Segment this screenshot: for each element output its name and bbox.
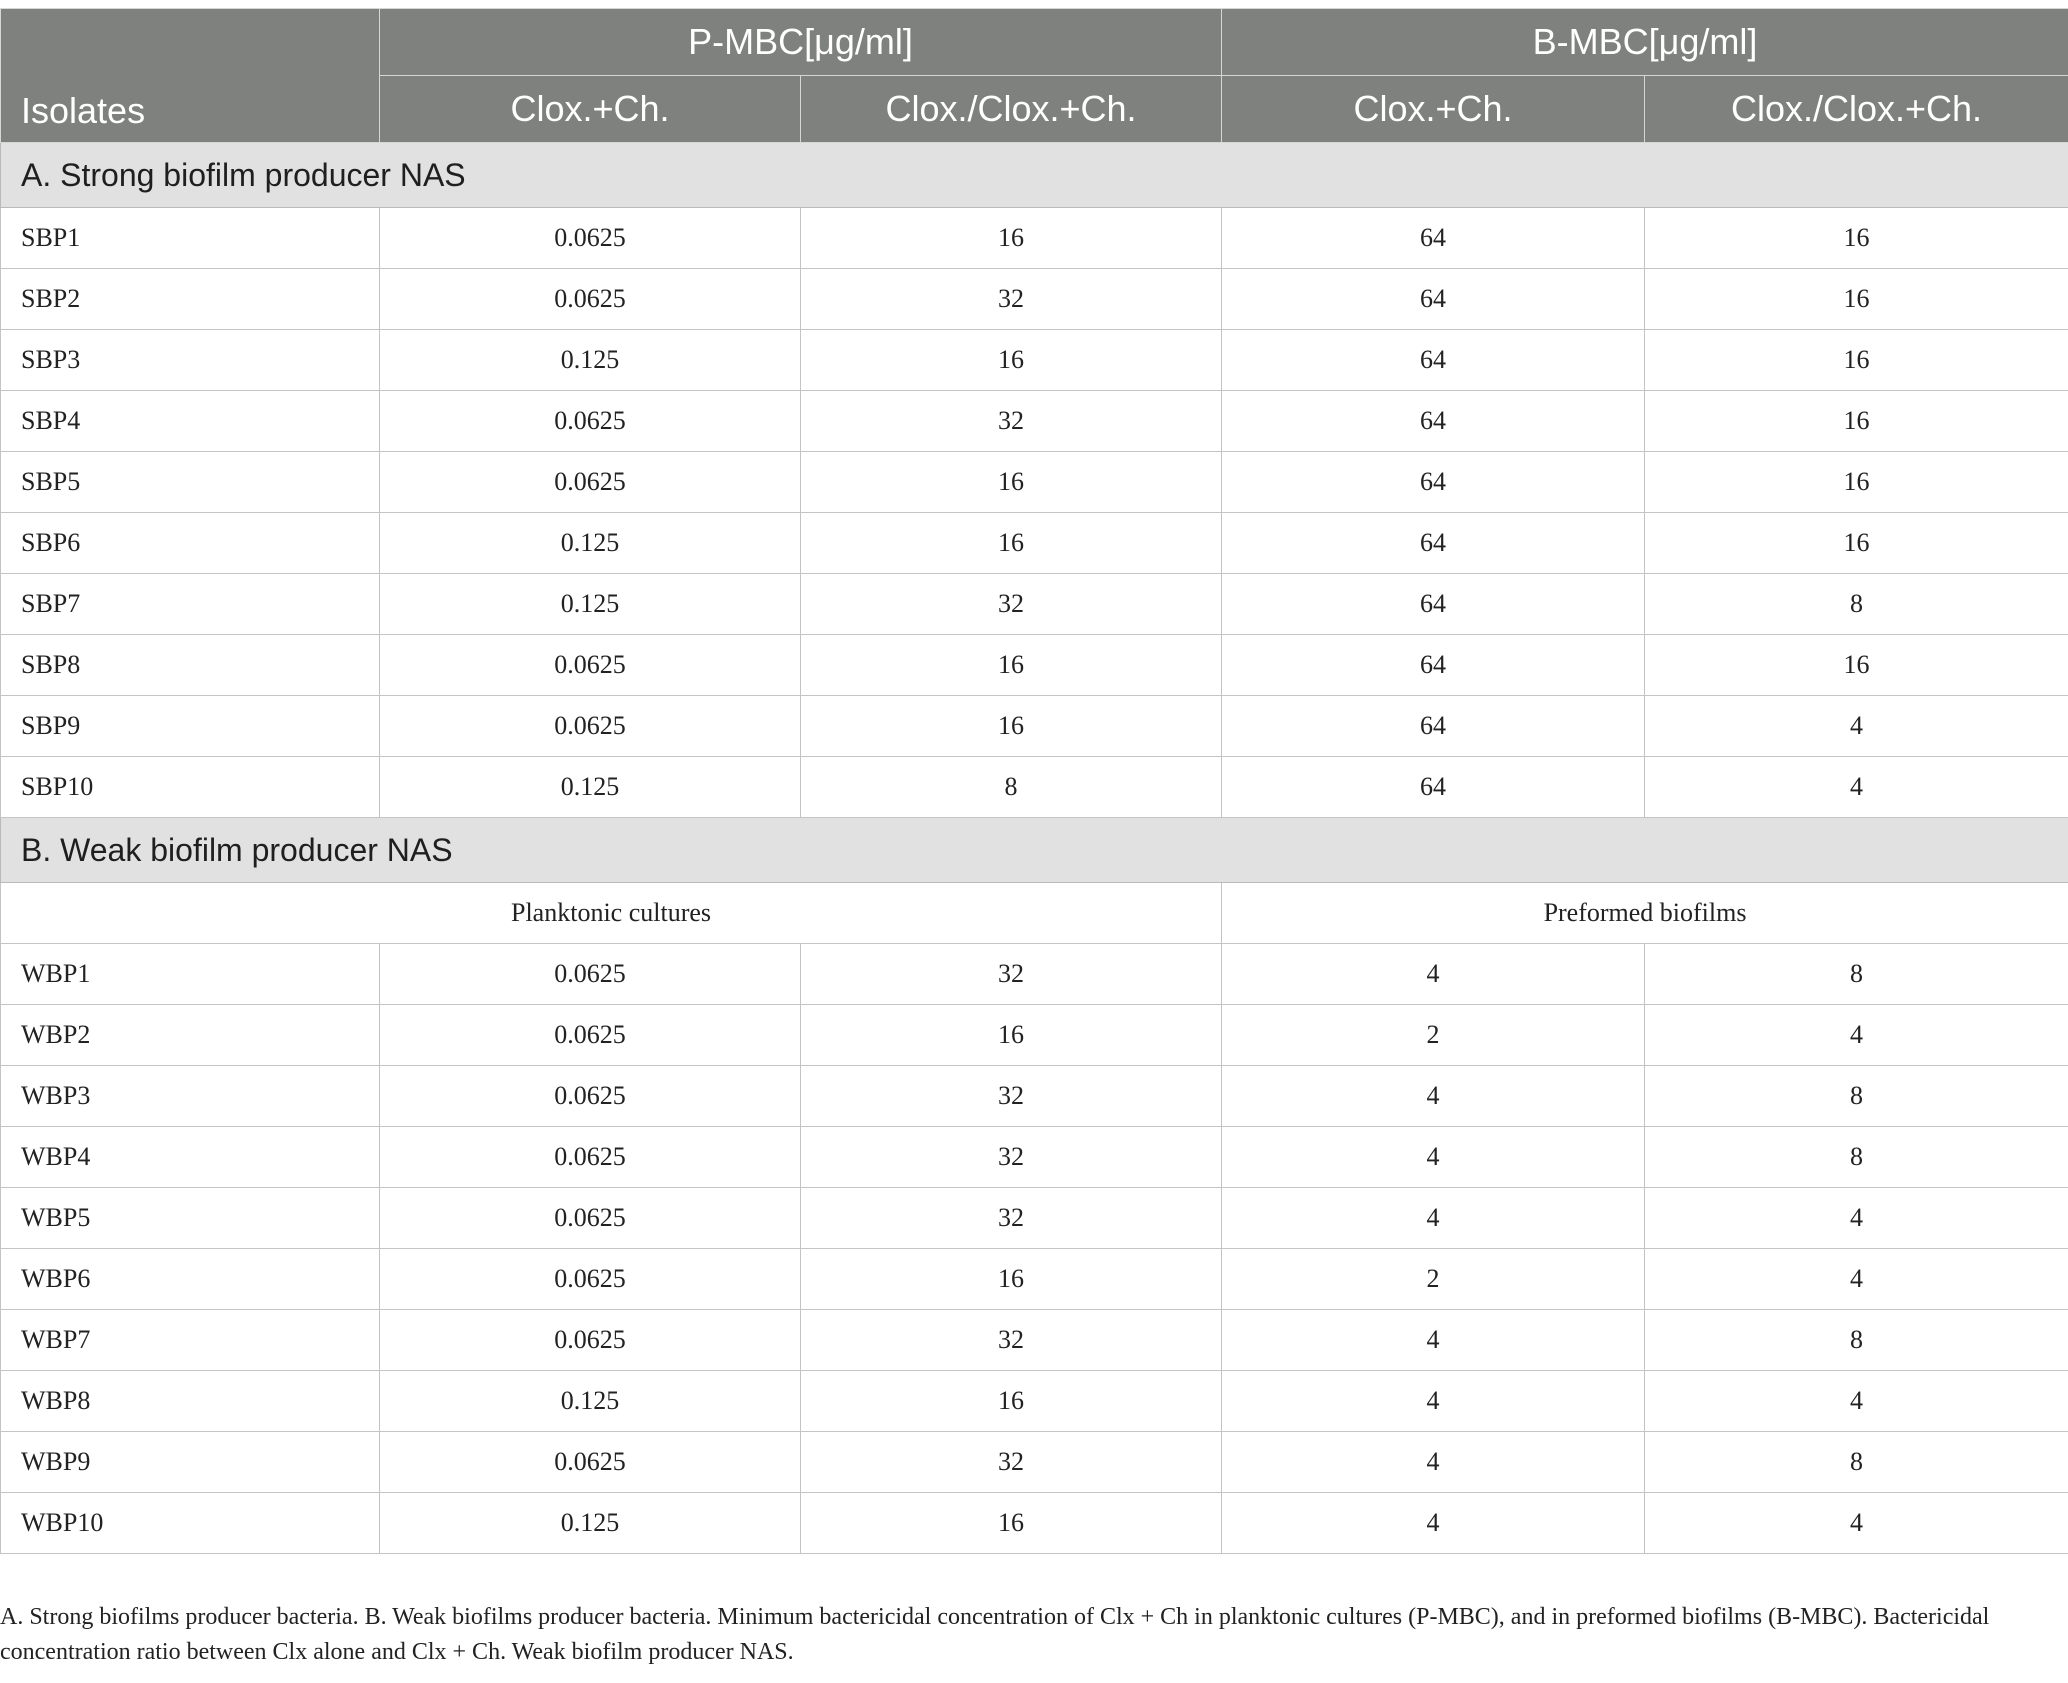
b-mbc-cell: 4 bbox=[1222, 1310, 1645, 1371]
table-footnote: A. Strong biofilms producer bacteria. B. Weak biofilms producer bacteria. Minimum bactericidal concentration of Clx + Ch in planktonic cultures (P-MBC), and in preformed biofilms (B-MBC). Bactericidal concentration ratio between Clx alone and Clx + Ch. Weak biofilm producer NAS. bbox=[0, 1604, 1990, 1665]
p-ratio-cell: 16 bbox=[801, 635, 1222, 696]
header-row-groups bbox=[1, 9, 2068, 76]
p-ratio-cell: 32 bbox=[801, 574, 1222, 635]
p-ratio-cell: 16 bbox=[801, 330, 1222, 391]
isolate-cell: WBP5 bbox=[1, 1188, 380, 1249]
p-mbc-cell: 0.0625 bbox=[380, 1188, 801, 1249]
b-mbc-cell: 64 bbox=[1222, 757, 1645, 818]
header-b-mbc: B-MBC[μg/ml] bbox=[1222, 9, 2068, 76]
b-mbc-cell: 4 bbox=[1222, 1127, 1645, 1188]
b-mbc-cell: 4 bbox=[1222, 1066, 1645, 1127]
b-mbc-cell: 2 bbox=[1222, 1249, 1645, 1310]
header-b-ratio: Clox./Clox.+Ch. bbox=[1645, 76, 2068, 143]
p-mbc-cell: 0.0625 bbox=[380, 1432, 801, 1493]
table-row bbox=[1, 944, 2068, 1005]
p-mbc-cell: 0.0625 bbox=[380, 269, 801, 330]
p-mbc-cell: 0.0625 bbox=[380, 635, 801, 696]
b-ratio-cell: 4 bbox=[1645, 1005, 2068, 1066]
header-p-clox-ch: Clox.+Ch. bbox=[380, 76, 801, 143]
subgroup-label-row bbox=[1, 883, 2068, 944]
isolate-cell: WBP8 bbox=[1, 1371, 380, 1432]
b-ratio-cell: 4 bbox=[1645, 1493, 2068, 1554]
p-mbc-cell: 0.125 bbox=[380, 1493, 801, 1554]
b-ratio-cell: 16 bbox=[1645, 330, 2068, 391]
p-mbc-cell: 0.0625 bbox=[380, 696, 801, 757]
header-b-clox-ch: Clox.+Ch. bbox=[1222, 76, 1645, 143]
b-ratio-cell: 8 bbox=[1645, 1432, 2068, 1493]
isolate-cell: SBP8 bbox=[1, 635, 380, 696]
b-ratio-cell: 8 bbox=[1645, 1066, 2068, 1127]
table-row bbox=[1, 452, 2068, 513]
b-ratio-cell: 8 bbox=[1645, 1127, 2068, 1188]
p-mbc-cell: 0.125 bbox=[380, 1371, 801, 1432]
p-ratio-cell: 16 bbox=[801, 208, 1222, 269]
b-mbc-cell: 64 bbox=[1222, 208, 1645, 269]
b-ratio-cell: 8 bbox=[1645, 1310, 2068, 1371]
p-ratio-cell: 32 bbox=[801, 391, 1222, 452]
b-ratio-cell: 4 bbox=[1645, 1249, 2068, 1310]
isolate-cell: SBP4 bbox=[1, 391, 380, 452]
isolate-cell: WBP4 bbox=[1, 1127, 380, 1188]
b-ratio-cell: 4 bbox=[1645, 696, 2068, 757]
p-ratio-cell: 32 bbox=[801, 1188, 1222, 1249]
isolate-cell: WBP10 bbox=[1, 1493, 380, 1554]
header-p-ratio: Clox./Clox.+Ch. bbox=[801, 76, 1222, 143]
p-mbc-cell: 0.0625 bbox=[380, 1127, 801, 1188]
p-ratio-cell: 16 bbox=[801, 696, 1222, 757]
group-title-weak: B. Weak biofilm producer NAS bbox=[1, 818, 2068, 883]
table-row bbox=[1, 574, 2068, 635]
b-mbc-cell: 64 bbox=[1222, 330, 1645, 391]
isolate-cell: SBP10 bbox=[1, 757, 380, 818]
isolate-cell: SBP2 bbox=[1, 269, 380, 330]
isolate-cell: WBP7 bbox=[1, 1310, 380, 1371]
b-ratio-cell: 4 bbox=[1645, 1371, 2068, 1432]
table-row bbox=[1, 1310, 2068, 1371]
b-ratio-cell: 16 bbox=[1645, 269, 2068, 330]
isolate-cell: SBP3 bbox=[1, 330, 380, 391]
b-ratio-cell: 16 bbox=[1645, 635, 2068, 696]
table-row bbox=[1, 1493, 2068, 1554]
b-mbc-cell: 64 bbox=[1222, 513, 1645, 574]
strong-producers-section bbox=[1, 143, 2068, 818]
table-row bbox=[1, 757, 2068, 818]
p-mbc-cell: 0.0625 bbox=[380, 391, 801, 452]
b-mbc-cell: 64 bbox=[1222, 574, 1645, 635]
table-row bbox=[1, 1127, 2068, 1188]
table-row bbox=[1, 513, 2068, 574]
b-ratio-cell: 16 bbox=[1645, 391, 2068, 452]
weak-producers-section bbox=[1, 818, 2068, 1554]
table-row bbox=[1, 635, 2068, 696]
table-row bbox=[1, 1249, 2068, 1310]
b-mbc-cell: 4 bbox=[1222, 1371, 1645, 1432]
p-ratio-cell: 16 bbox=[801, 1493, 1222, 1554]
p-ratio-cell: 32 bbox=[801, 1127, 1222, 1188]
b-mbc-cell: 4 bbox=[1222, 1432, 1645, 1493]
isolate-cell: SBP5 bbox=[1, 452, 380, 513]
b-mbc-cell: 4 bbox=[1222, 1493, 1645, 1554]
isolate-cell: SBP6 bbox=[1, 513, 380, 574]
p-ratio-cell: 16 bbox=[801, 452, 1222, 513]
header-isolates: Isolates bbox=[1, 9, 380, 143]
isolate-cell: WBP1 bbox=[1, 944, 380, 1005]
p-ratio-cell: 32 bbox=[801, 269, 1222, 330]
p-mbc-cell: 0.0625 bbox=[380, 452, 801, 513]
b-mbc-cell: 64 bbox=[1222, 635, 1645, 696]
isolate-cell: SBP7 bbox=[1, 574, 380, 635]
b-mbc-cell: 64 bbox=[1222, 391, 1645, 452]
table-row bbox=[1, 1066, 2068, 1127]
p-mbc-cell: 0.125 bbox=[380, 330, 801, 391]
b-ratio-cell: 8 bbox=[1645, 574, 2068, 635]
table-row bbox=[1, 208, 2068, 269]
table-row bbox=[1, 1432, 2068, 1493]
p-mbc-cell: 0.0625 bbox=[380, 208, 801, 269]
p-mbc-cell: 0.0625 bbox=[380, 944, 801, 1005]
p-ratio-cell: 16 bbox=[801, 513, 1222, 574]
b-mbc-cell: 64 bbox=[1222, 696, 1645, 757]
p-mbc-cell: 0.125 bbox=[380, 513, 801, 574]
b-mbc-cell: 2 bbox=[1222, 1005, 1645, 1066]
table-row bbox=[1, 330, 2068, 391]
group-row-weak bbox=[1, 818, 2068, 883]
p-mbc-cell: 0.0625 bbox=[380, 1310, 801, 1371]
isolate-cell: SBP9 bbox=[1, 696, 380, 757]
table-row bbox=[1, 696, 2068, 757]
isolate-cell: WBP9 bbox=[1, 1432, 380, 1493]
mbc-table bbox=[0, 8, 2068, 1554]
isolate-cell: WBP2 bbox=[1, 1005, 380, 1066]
table-row bbox=[1, 391, 2068, 452]
b-ratio-cell: 4 bbox=[1645, 1188, 2068, 1249]
table-row bbox=[1, 269, 2068, 330]
b-mbc-cell: 4 bbox=[1222, 944, 1645, 1005]
p-ratio-cell: 16 bbox=[801, 1371, 1222, 1432]
p-ratio-cell: 32 bbox=[801, 1432, 1222, 1493]
isolate-cell: SBP1 bbox=[1, 208, 380, 269]
p-ratio-cell: 32 bbox=[801, 1310, 1222, 1371]
b-mbc-cell: 64 bbox=[1222, 452, 1645, 513]
p-ratio-cell: 8 bbox=[801, 757, 1222, 818]
isolate-cell: WBP6 bbox=[1, 1249, 380, 1310]
p-ratio-cell: 32 bbox=[801, 1066, 1222, 1127]
b-ratio-cell: 16 bbox=[1645, 208, 2068, 269]
b-ratio-cell: 16 bbox=[1645, 452, 2068, 513]
p-ratio-cell: 32 bbox=[801, 944, 1222, 1005]
b-ratio-cell: 8 bbox=[1645, 944, 2068, 1005]
p-mbc-cell: 0.125 bbox=[380, 757, 801, 818]
table-header bbox=[1, 9, 2068, 143]
b-mbc-cell: 64 bbox=[1222, 269, 1645, 330]
group-row-strong bbox=[1, 143, 2068, 208]
b-mbc-cell: 4 bbox=[1222, 1188, 1645, 1249]
p-ratio-cell: 16 bbox=[801, 1005, 1222, 1066]
p-ratio-cell: 16 bbox=[801, 1249, 1222, 1310]
table-row bbox=[1, 1188, 2068, 1249]
table-row bbox=[1, 1371, 2068, 1432]
preformed-biofilms-label: Preformed biofilms bbox=[1222, 883, 2068, 944]
p-mbc-cell: 0.0625 bbox=[380, 1066, 801, 1127]
group-title-strong: A. Strong biofilm producer NAS bbox=[1, 143, 2068, 208]
b-ratio-cell: 16 bbox=[1645, 513, 2068, 574]
planktonic-cultures-label: Planktonic cultures bbox=[1, 883, 1222, 944]
p-mbc-cell: 0.0625 bbox=[380, 1249, 801, 1310]
table-row bbox=[1, 1005, 2068, 1066]
p-mbc-cell: 0.125 bbox=[380, 574, 801, 635]
p-mbc-cell: 0.0625 bbox=[380, 1005, 801, 1066]
b-ratio-cell: 4 bbox=[1645, 757, 2068, 818]
header-p-mbc: P-MBC[μg/ml] bbox=[380, 9, 1222, 76]
isolate-cell: WBP3 bbox=[1, 1066, 380, 1127]
